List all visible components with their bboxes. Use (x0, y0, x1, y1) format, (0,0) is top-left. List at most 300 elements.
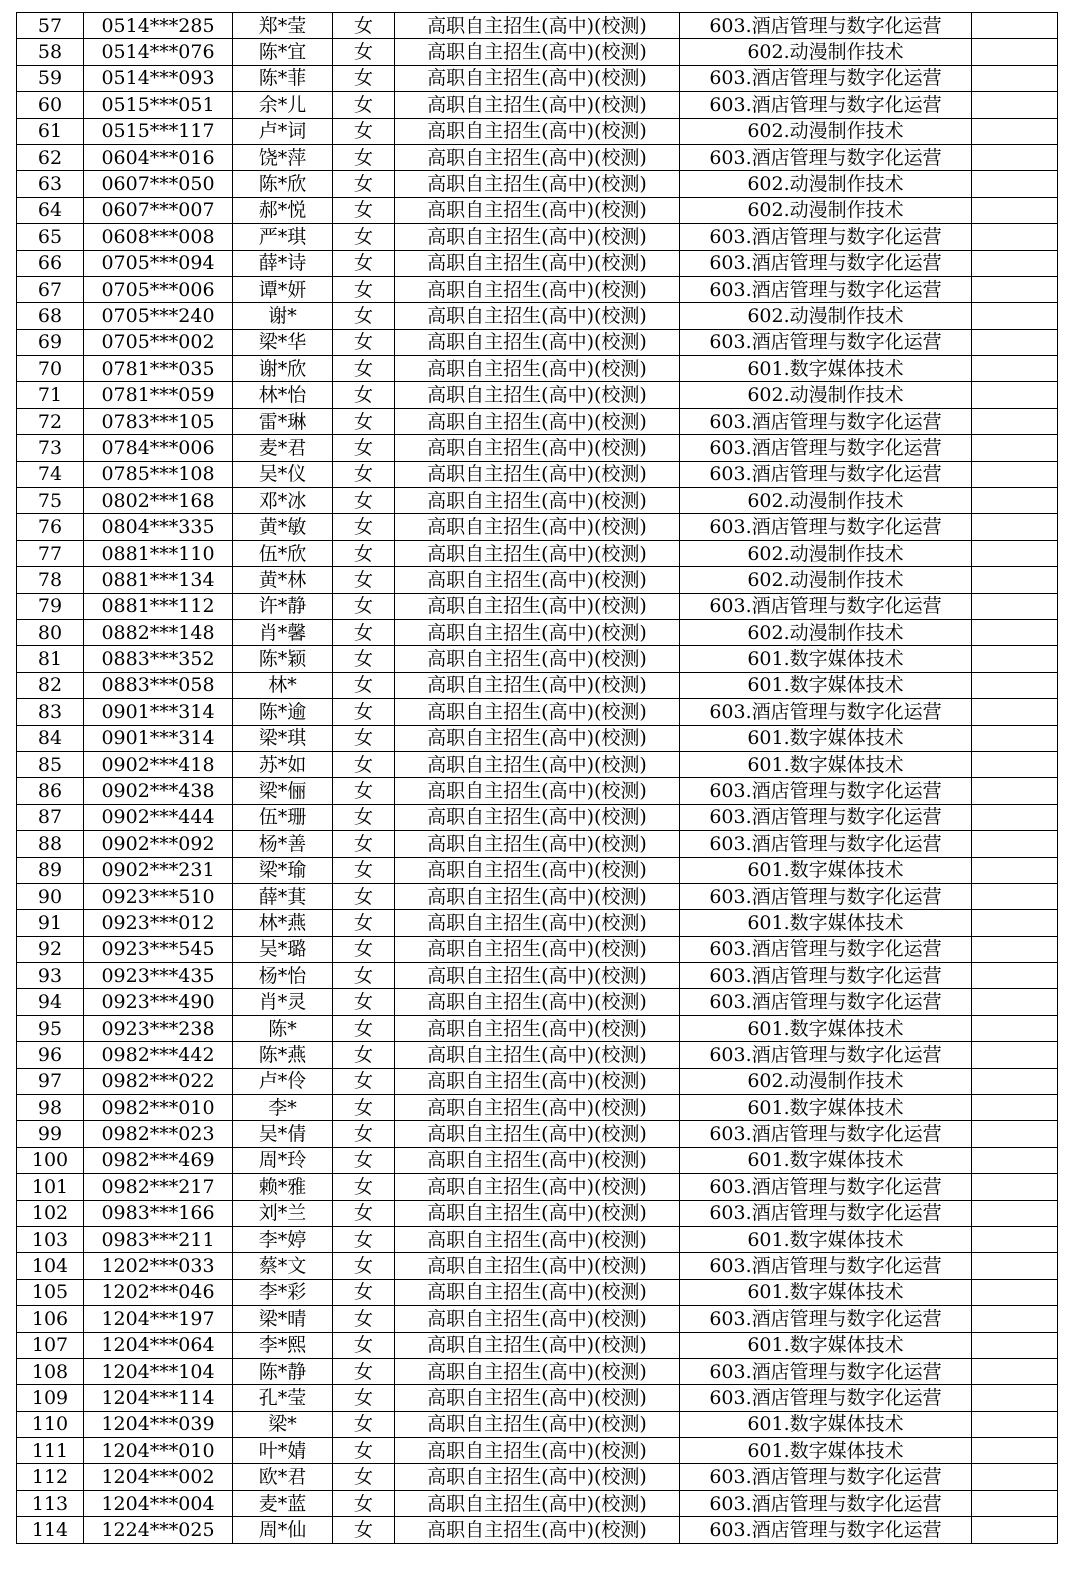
row-number-cell: 73 (17, 435, 84, 461)
table-row (17, 1306, 1058, 1332)
remark-cell (972, 1279, 1058, 1305)
table-row (17, 857, 1058, 883)
candidate-name-cell: 赖*雅 (233, 1174, 333, 1200)
admission-type-cell: 高职自主招生(高中)(校测) (395, 1200, 680, 1226)
gender-cell: 女 (333, 197, 395, 223)
candidate-id-cell: 0705***002 (84, 329, 233, 355)
admission-type-cell: 高职自主招生(高中)(校测) (395, 408, 680, 434)
candidate-name-cell: 吴*仪 (233, 461, 333, 487)
table-body (17, 13, 1058, 1544)
major-cell: 603.酒店管理与数字化运营 (680, 329, 972, 355)
candidate-id-cell: 0883***352 (84, 646, 233, 672)
row-number-cell: 77 (17, 540, 84, 566)
major-cell: 603.酒店管理与数字化运营 (680, 1042, 972, 1068)
candidate-id-cell: 0901***314 (84, 725, 233, 751)
remark-cell (972, 1015, 1058, 1041)
gender-cell: 女 (333, 831, 395, 857)
row-number-cell: 85 (17, 751, 84, 777)
row-number-cell: 70 (17, 356, 84, 382)
major-cell: 603.酒店管理与数字化运营 (680, 883, 972, 909)
gender-cell: 女 (333, 699, 395, 725)
candidate-id-cell: 0515***051 (84, 92, 233, 118)
row-number-cell: 78 (17, 567, 84, 593)
table-row (17, 435, 1058, 461)
remark-cell (972, 1438, 1058, 1464)
admission-type-cell: 高职自主招生(高中)(校测) (395, 303, 680, 329)
gender-cell: 女 (333, 303, 395, 329)
remark-cell (972, 699, 1058, 725)
candidate-name-cell: 谢*欣 (233, 356, 333, 382)
major-cell: 603.酒店管理与数字化运营 (680, 144, 972, 170)
remark-cell (972, 1464, 1058, 1490)
candidate-id-cell: 1204***064 (84, 1332, 233, 1358)
candidate-name-cell: 李*婷 (233, 1226, 333, 1252)
candidate-id-cell: 0705***094 (84, 250, 233, 276)
row-number-cell: 60 (17, 92, 84, 118)
candidate-name-cell: 吴*璐 (233, 936, 333, 962)
admission-type-cell: 高职自主招生(高中)(校测) (395, 1253, 680, 1279)
row-number-cell: 108 (17, 1358, 84, 1384)
row-number-cell: 84 (17, 725, 84, 751)
row-number-cell: 83 (17, 699, 84, 725)
gender-cell: 女 (333, 672, 395, 698)
candidate-id-cell: 0607***007 (84, 197, 233, 223)
candidate-name-cell: 吴*倩 (233, 1121, 333, 1147)
major-cell: 603.酒店管理与数字化运营 (680, 461, 972, 487)
remark-cell (972, 197, 1058, 223)
candidate-id-cell: 0781***059 (84, 382, 233, 408)
gender-cell: 女 (333, 910, 395, 936)
remark-cell (972, 1332, 1058, 1358)
candidate-name-cell: 陈*燕 (233, 1042, 333, 1068)
table-row (17, 725, 1058, 751)
candidate-name-cell: 杨*善 (233, 831, 333, 857)
candidate-id-cell: 0902***092 (84, 831, 233, 857)
candidate-name-cell: 林* (233, 672, 333, 698)
major-cell: 602.动漫制作技术 (680, 488, 972, 514)
remark-cell (972, 1121, 1058, 1147)
major-cell: 603.酒店管理与数字化运营 (680, 989, 972, 1015)
admission-type-cell: 高职自主招生(高中)(校测) (395, 13, 680, 39)
candidate-name-cell: 陈*宜 (233, 39, 333, 65)
gender-cell: 女 (333, 118, 395, 144)
candidate-name-cell: 蔡*文 (233, 1253, 333, 1279)
row-number-cell: 67 (17, 276, 84, 302)
row-number-cell: 76 (17, 514, 84, 540)
major-cell: 603.酒店管理与数字化运营 (680, 435, 972, 461)
remark-cell (972, 329, 1058, 355)
candidate-name-cell: 林*燕 (233, 910, 333, 936)
candidate-id-cell: 0923***490 (84, 989, 233, 1015)
row-number-cell: 71 (17, 382, 84, 408)
major-cell: 603.酒店管理与数字化运营 (680, 408, 972, 434)
candidate-name-cell: 林*怡 (233, 382, 333, 408)
table-row (17, 144, 1058, 170)
row-number-cell: 106 (17, 1306, 84, 1332)
admission-type-cell: 高职自主招生(高中)(校测) (395, 751, 680, 777)
row-number-cell: 57 (17, 13, 84, 39)
remark-cell (972, 408, 1058, 434)
row-number-cell: 91 (17, 910, 84, 936)
candidate-name-cell: 麦*蓝 (233, 1490, 333, 1516)
major-cell: 603.酒店管理与数字化运营 (680, 92, 972, 118)
row-number-cell: 114 (17, 1517, 84, 1543)
candidate-name-cell: 梁*瑜 (233, 857, 333, 883)
remark-cell (972, 435, 1058, 461)
row-number-cell: 80 (17, 619, 84, 645)
remark-cell (972, 1385, 1058, 1411)
candidate-id-cell: 0982***023 (84, 1121, 233, 1147)
admission-type-cell: 高职自主招生(高中)(校测) (395, 699, 680, 725)
major-cell: 603.酒店管理与数字化运营 (680, 1306, 972, 1332)
major-cell: 603.酒店管理与数字化运营 (680, 1490, 972, 1516)
candidate-id-cell: 1204***039 (84, 1411, 233, 1437)
candidate-id-cell: 0923***435 (84, 963, 233, 989)
row-number-cell: 82 (17, 672, 84, 698)
candidate-id-cell: 1202***033 (84, 1253, 233, 1279)
admission-type-cell: 高职自主招生(高中)(校测) (395, 144, 680, 170)
table-row (17, 1279, 1058, 1305)
admission-type-cell: 高职自主招生(高中)(校测) (395, 514, 680, 540)
admission-type-cell: 高职自主招生(高中)(校测) (395, 672, 680, 698)
admission-type-cell: 高职自主招生(高中)(校测) (395, 804, 680, 830)
row-number-cell: 75 (17, 488, 84, 514)
candidate-id-cell: 0781***035 (84, 356, 233, 382)
remark-cell (972, 831, 1058, 857)
major-cell: 603.酒店管理与数字化运营 (680, 1385, 972, 1411)
table-row (17, 171, 1058, 197)
gender-cell: 女 (333, 1438, 395, 1464)
admission-type-cell: 高职自主招生(高中)(校测) (395, 1068, 680, 1094)
gender-cell: 女 (333, 224, 395, 250)
remark-cell (972, 92, 1058, 118)
table-row (17, 540, 1058, 566)
candidate-id-cell: 1204***114 (84, 1385, 233, 1411)
remark-cell (972, 13, 1058, 39)
candidate-id-cell: 0881***112 (84, 593, 233, 619)
candidate-id-cell: 0607***050 (84, 171, 233, 197)
candidate-id-cell: 0983***166 (84, 1200, 233, 1226)
candidate-name-cell: 陈*颖 (233, 646, 333, 672)
admission-type-cell: 高职自主招生(高中)(校测) (395, 1174, 680, 1200)
candidate-id-cell: 1204***010 (84, 1438, 233, 1464)
row-number-cell: 112 (17, 1464, 84, 1490)
admission-type-cell: 高职自主招生(高中)(校测) (395, 382, 680, 408)
row-number-cell: 68 (17, 303, 84, 329)
candidate-id-cell: 0982***010 (84, 1095, 233, 1121)
candidate-id-cell: 0983***211 (84, 1226, 233, 1252)
gender-cell: 女 (333, 593, 395, 619)
remark-cell (972, 488, 1058, 514)
table-row (17, 197, 1058, 223)
admission-type-cell: 高职自主招生(高中)(校测) (395, 276, 680, 302)
candidate-id-cell: 1204***002 (84, 1464, 233, 1490)
candidate-name-cell: 梁*琪 (233, 725, 333, 751)
table-row (17, 751, 1058, 777)
admission-type-cell: 高职自主招生(高中)(校测) (395, 593, 680, 619)
gender-cell: 女 (333, 1332, 395, 1358)
gender-cell: 女 (333, 13, 395, 39)
candidate-id-cell: 1202***046 (84, 1279, 233, 1305)
table-row (17, 488, 1058, 514)
admission-type-cell: 高职自主招生(高中)(校测) (395, 1121, 680, 1147)
table-row (17, 1068, 1058, 1094)
candidate-id-cell: 0881***110 (84, 540, 233, 566)
major-cell: 603.酒店管理与数字化运营 (680, 1253, 972, 1279)
admission-type-cell: 高职自主招生(高中)(校测) (395, 250, 680, 276)
admission-type-cell: 高职自主招生(高中)(校测) (395, 65, 680, 91)
remark-cell (972, 1095, 1058, 1121)
row-number-cell: 69 (17, 329, 84, 355)
table-row (17, 1358, 1058, 1384)
remark-cell (972, 1253, 1058, 1279)
admission-type-cell: 高职自主招生(高中)(校测) (395, 1358, 680, 1384)
major-cell: 601.数字媒体技术 (680, 751, 972, 777)
admission-type-cell: 高职自主招生(高中)(校测) (395, 92, 680, 118)
admission-type-cell: 高职自主招生(高中)(校测) (395, 1517, 680, 1543)
table-row (17, 39, 1058, 65)
admission-type-cell: 高职自主招生(高中)(校测) (395, 857, 680, 883)
candidate-name-cell: 周*玲 (233, 1147, 333, 1173)
table-row (17, 1517, 1058, 1543)
major-cell: 603.酒店管理与数字化运营 (680, 250, 972, 276)
candidate-id-cell: 0982***022 (84, 1068, 233, 1094)
candidate-name-cell: 郑*莹 (233, 13, 333, 39)
candidate-id-cell: 1204***197 (84, 1306, 233, 1332)
admission-type-cell: 高职自主招生(高中)(校测) (395, 646, 680, 672)
table-row (17, 1332, 1058, 1358)
remark-cell (972, 725, 1058, 751)
admission-type-cell: 高职自主招生(高中)(校测) (395, 1147, 680, 1173)
gender-cell: 女 (333, 989, 395, 1015)
candidate-id-cell: 0923***510 (84, 883, 233, 909)
gender-cell: 女 (333, 567, 395, 593)
table-row (17, 619, 1058, 645)
major-cell: 602.动漫制作技术 (680, 1068, 972, 1094)
table-row (17, 910, 1058, 936)
gender-cell: 女 (333, 963, 395, 989)
row-number-cell: 102 (17, 1200, 84, 1226)
major-cell: 602.动漫制作技术 (680, 567, 972, 593)
admission-type-cell: 高职自主招生(高中)(校测) (395, 171, 680, 197)
remark-cell (972, 936, 1058, 962)
gender-cell: 女 (333, 1464, 395, 1490)
admission-type-cell: 高职自主招生(高中)(校测) (395, 963, 680, 989)
remark-cell (972, 514, 1058, 540)
major-cell: 601.数字媒体技术 (680, 1279, 972, 1305)
gender-cell: 女 (333, 329, 395, 355)
remark-cell (972, 857, 1058, 883)
major-cell: 601.数字媒体技术 (680, 1226, 972, 1252)
major-cell: 603.酒店管理与数字化运营 (680, 1121, 972, 1147)
candidate-name-cell: 陈*静 (233, 1358, 333, 1384)
major-cell: 602.动漫制作技术 (680, 382, 972, 408)
admission-type-cell: 高职自主招生(高中)(校测) (395, 1438, 680, 1464)
candidate-name-cell: 卢*词 (233, 118, 333, 144)
admission-type-cell: 高职自主招生(高中)(校测) (395, 224, 680, 250)
major-cell: 603.酒店管理与数字化运营 (680, 593, 972, 619)
major-cell: 603.酒店管理与数字化运营 (680, 699, 972, 725)
remark-cell (972, 276, 1058, 302)
candidate-name-cell: 陈*欣 (233, 171, 333, 197)
table-row (17, 672, 1058, 698)
remark-cell (972, 1411, 1058, 1437)
gender-cell: 女 (333, 144, 395, 170)
gender-cell: 女 (333, 514, 395, 540)
candidate-id-cell: 0923***238 (84, 1015, 233, 1041)
row-number-cell: 103 (17, 1226, 84, 1252)
candidate-name-cell: 李*熙 (233, 1332, 333, 1358)
table-row (17, 408, 1058, 434)
gender-cell: 女 (333, 1174, 395, 1200)
candidate-name-cell: 肖*馨 (233, 619, 333, 645)
table-row (17, 593, 1058, 619)
remark-cell (972, 356, 1058, 382)
remark-cell (972, 39, 1058, 65)
table-row (17, 1385, 1058, 1411)
candidate-name-cell: 雷*琳 (233, 408, 333, 434)
candidate-id-cell: 0785***108 (84, 461, 233, 487)
gender-cell: 女 (333, 92, 395, 118)
candidate-name-cell: 邓*冰 (233, 488, 333, 514)
table-row (17, 329, 1058, 355)
table-row (17, 1490, 1058, 1516)
admission-type-cell: 高职自主招生(高中)(校测) (395, 461, 680, 487)
admission-type-cell: 高职自主招生(高中)(校测) (395, 1226, 680, 1252)
candidate-name-cell: 李* (233, 1095, 333, 1121)
gender-cell: 女 (333, 619, 395, 645)
candidate-name-cell: 许*静 (233, 593, 333, 619)
candidate-name-cell: 梁*华 (233, 329, 333, 355)
gender-cell: 女 (333, 250, 395, 276)
candidate-id-cell: 0705***006 (84, 276, 233, 302)
major-cell: 603.酒店管理与数字化运营 (680, 936, 972, 962)
remark-cell (972, 171, 1058, 197)
gender-cell: 女 (333, 435, 395, 461)
remark-cell (972, 224, 1058, 250)
gender-cell: 女 (333, 1279, 395, 1305)
candidate-name-cell: 薛*诗 (233, 250, 333, 276)
table-row (17, 224, 1058, 250)
candidate-id-cell: 0923***545 (84, 936, 233, 962)
remark-cell (972, 1200, 1058, 1226)
gender-cell: 女 (333, 936, 395, 962)
candidate-id-cell: 0804***335 (84, 514, 233, 540)
candidate-name-cell: 饶*萍 (233, 144, 333, 170)
gender-cell: 女 (333, 857, 395, 883)
table-row (17, 1015, 1058, 1041)
candidate-id-cell: 0783***105 (84, 408, 233, 434)
table-row (17, 13, 1058, 39)
remark-cell (972, 250, 1058, 276)
admission-list-table (16, 12, 1058, 1544)
table-row (17, 356, 1058, 382)
candidate-id-cell: 0902***444 (84, 804, 233, 830)
row-number-cell: 81 (17, 646, 84, 672)
gender-cell: 女 (333, 1200, 395, 1226)
table-row (17, 1147, 1058, 1173)
admission-type-cell: 高职自主招生(高中)(校测) (395, 1306, 680, 1332)
candidate-id-cell: 0514***076 (84, 39, 233, 65)
remark-cell (972, 1358, 1058, 1384)
candidate-id-cell: 0705***240 (84, 303, 233, 329)
admission-type-cell: 高职自主招生(高中)(校测) (395, 831, 680, 857)
remark-cell (972, 1068, 1058, 1094)
row-number-cell: 66 (17, 250, 84, 276)
candidate-name-cell: 李*彩 (233, 1279, 333, 1305)
candidate-name-cell: 肖*灵 (233, 989, 333, 1015)
major-cell: 601.数字媒体技术 (680, 1095, 972, 1121)
table-row (17, 250, 1058, 276)
remark-cell (972, 1042, 1058, 1068)
major-cell: 603.酒店管理与数字化运营 (680, 1358, 972, 1384)
table-row (17, 1226, 1058, 1252)
admission-type-cell: 高职自主招生(高中)(校测) (395, 1464, 680, 1490)
candidate-id-cell: 0902***438 (84, 778, 233, 804)
major-cell: 603.酒店管理与数字化运营 (680, 13, 972, 39)
table-row (17, 831, 1058, 857)
admission-type-cell: 高职自主招生(高中)(校测) (395, 356, 680, 382)
major-cell: 602.动漫制作技术 (680, 171, 972, 197)
table-row (17, 1121, 1058, 1147)
remark-cell (972, 883, 1058, 909)
gender-cell: 女 (333, 1517, 395, 1543)
admission-type-cell: 高职自主招生(高中)(校测) (395, 619, 680, 645)
row-number-cell: 109 (17, 1385, 84, 1411)
major-cell: 602.动漫制作技术 (680, 619, 972, 645)
table-row (17, 567, 1058, 593)
candidate-id-cell: 0608***008 (84, 224, 233, 250)
admission-type-cell: 高职自主招生(高中)(校测) (395, 1095, 680, 1121)
major-cell: 602.动漫制作技术 (680, 303, 972, 329)
table-row (17, 303, 1058, 329)
gender-cell: 女 (333, 1490, 395, 1516)
major-cell: 602.动漫制作技术 (680, 118, 972, 144)
remark-cell (972, 672, 1058, 698)
row-number-cell: 110 (17, 1411, 84, 1437)
table-row (17, 1095, 1058, 1121)
candidate-id-cell: 0883***058 (84, 672, 233, 698)
gender-cell: 女 (333, 488, 395, 514)
candidate-id-cell: 0982***469 (84, 1147, 233, 1173)
row-number-cell: 98 (17, 1095, 84, 1121)
remark-cell (972, 144, 1058, 170)
table-row (17, 1253, 1058, 1279)
candidate-name-cell: 余*儿 (233, 92, 333, 118)
candidate-name-cell: 卢*伶 (233, 1068, 333, 1094)
candidate-id-cell: 0902***418 (84, 751, 233, 777)
major-cell: 601.数字媒体技术 (680, 1147, 972, 1173)
candidate-id-cell: 0802***168 (84, 488, 233, 514)
row-number-cell: 86 (17, 778, 84, 804)
major-cell: 601.数字媒体技术 (680, 725, 972, 751)
table-row (17, 778, 1058, 804)
row-number-cell: 96 (17, 1042, 84, 1068)
major-cell: 601.数字媒体技术 (680, 910, 972, 936)
gender-cell: 女 (333, 1226, 395, 1252)
row-number-cell: 64 (17, 197, 84, 223)
remark-cell (972, 646, 1058, 672)
admission-type-cell: 高职自主招生(高中)(校测) (395, 197, 680, 223)
candidate-name-cell: 麦*君 (233, 435, 333, 461)
admission-type-cell: 高职自主招生(高中)(校测) (395, 118, 680, 144)
remark-cell (972, 910, 1058, 936)
row-number-cell: 111 (17, 1438, 84, 1464)
table-row (17, 1438, 1058, 1464)
row-number-cell: 92 (17, 936, 84, 962)
admission-type-cell: 高职自主招生(高中)(校测) (395, 883, 680, 909)
row-number-cell: 105 (17, 1279, 84, 1305)
